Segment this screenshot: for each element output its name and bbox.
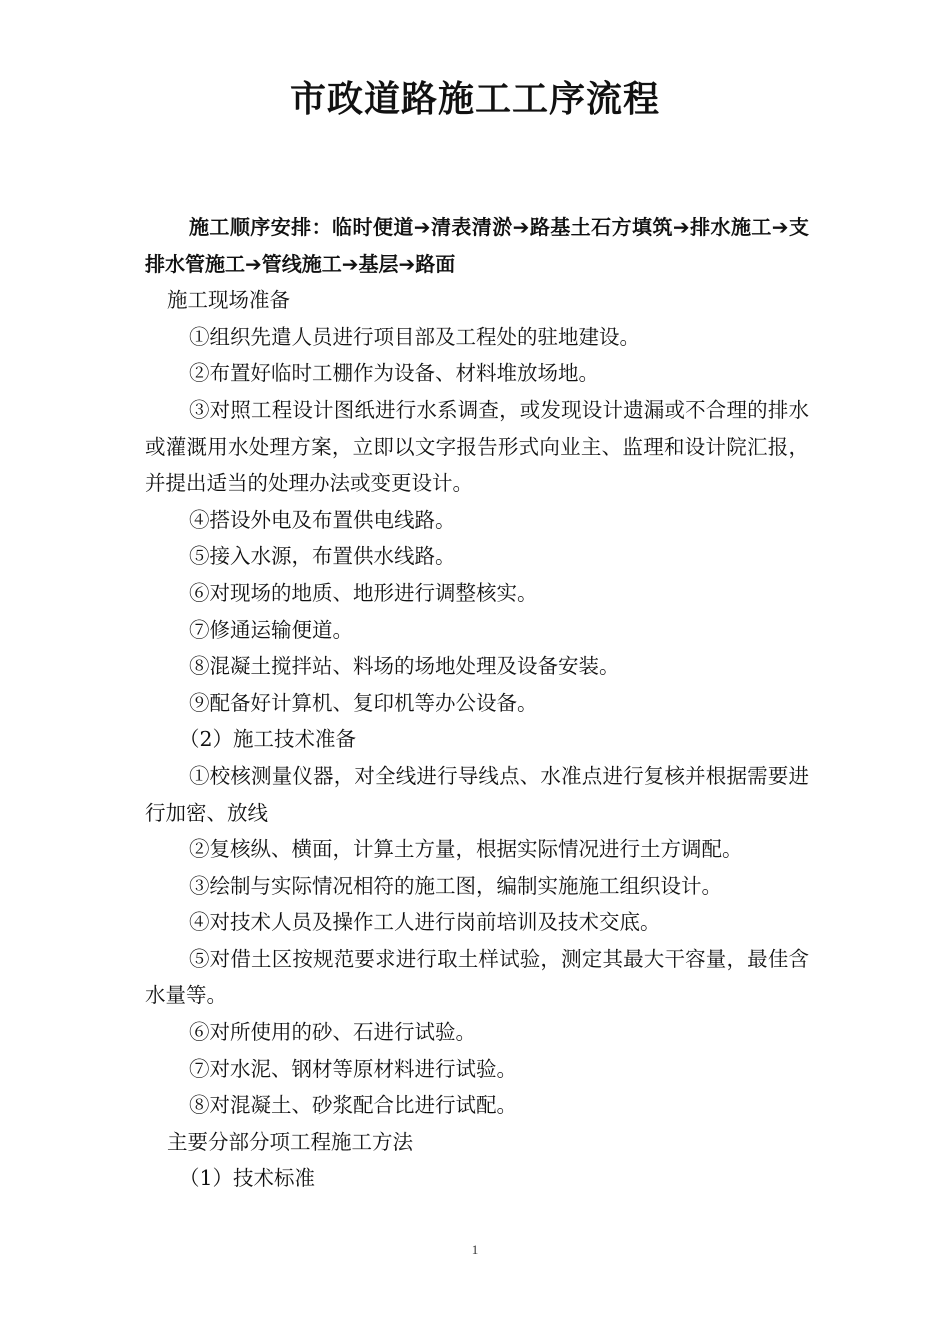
document-body bbox=[145, 209, 809, 1197]
tech-prep-item-3: ③绘制与实际情况相符的施工图，编制实施施工组织设计。 bbox=[189, 873, 722, 898]
section-heading-site-preparation: 施工现场准备 bbox=[167, 288, 290, 313]
tech-prep-item-1: ①校核测量仪器，对全线进行导线点、水准点进行复核并根据需要进行加密、放线 bbox=[145, 763, 809, 825]
site-prep-item-9: ⑨配备好计算机、复印机等办公设备。 bbox=[189, 690, 538, 715]
tech-prep-item-6: ⑥对所使用的砂、石进行试验。 bbox=[189, 1020, 476, 1045]
document-title: 市政道路施工工序流程 bbox=[289, 79, 660, 120]
tech-prep-item-4: ④对技术人员及操作工人进行岗前培训及技术交底。 bbox=[189, 910, 661, 935]
site-prep-item-4: ④搭设外电及布置供电线路。 bbox=[189, 507, 456, 532]
section-heading-technical-preparation: （2）施工技术准备 bbox=[179, 727, 357, 752]
tech-prep-item-2: ②复核纵、横面，计算土方量，根据实际情况进行土方调配。 bbox=[189, 837, 743, 862]
subsection-heading-technical-standards: （1）技术标准 bbox=[179, 1166, 316, 1191]
section-heading-construction-methods: 主要分部分项工程施工方法 bbox=[167, 1129, 413, 1154]
page-number: 1 bbox=[471, 1242, 479, 1257]
site-prep-item-5: ⑤接入水源，布置供水线路。 bbox=[189, 544, 456, 569]
site-prep-item-1: ①组织先遣人员进行项目部及工程处的驻地建设。 bbox=[189, 324, 640, 349]
tech-prep-item-5: ⑤对借土区按规范要求进行取土样试验，测定其最大干容量，最佳含水量等。 bbox=[145, 946, 809, 1008]
site-prep-item-6: ⑥对现场的地质、地形进行调整核实。 bbox=[189, 580, 538, 605]
tech-prep-item-7: ⑦对水泥、钢材等原材料进行试验。 bbox=[189, 1056, 517, 1081]
site-prep-item-7: ⑦修通运输便道。 bbox=[189, 617, 353, 642]
site-prep-item-8: ⑧混凝土搅拌站、料场的场地处理及设备安装。 bbox=[189, 654, 620, 679]
site-prep-item-2: ②布置好临时工棚作为设备、材料堆放场地。 bbox=[189, 361, 599, 386]
tech-prep-item-8: ⑧对混凝土、砂浆配合比进行试配。 bbox=[189, 1093, 517, 1118]
site-prep-item-3: ③对照工程设计图纸进行水系调查，或发现设计遗漏或不合理的排水或灌溉用水处理方案，立即以文字报告形式向业主、监理和设计院汇报，并提出适当的处理办法或变更设计。 bbox=[145, 397, 809, 496]
construction-sequence-paragraph: 施工顺序安排：临时便道➔清表清淤➔路基土石方填筑➔排水施工➔支排水管施工➔管线施工➔基层➔路面 bbox=[145, 215, 809, 276]
